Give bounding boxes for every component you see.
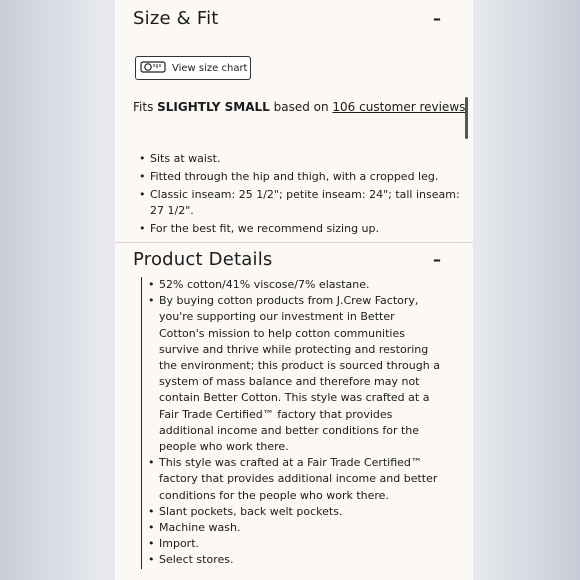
- fit-summary: [133, 100, 465, 114]
- product-details-body: [141, 277, 441, 569]
- product-details-list: [144, 277, 441, 569]
- list-item: • Import.: [144, 536, 441, 552]
- customer-reviews-link[interactable]: 106 customer reviews: [332, 100, 466, 114]
- section-divider: [115, 242, 473, 243]
- size-fit-header[interactable]: [133, 8, 455, 29]
- fit-rating: SLIGHTLY SMALL: [157, 100, 270, 114]
- list-item: • By buying cotton products from J.Crew Factory, you're supporting our investment in Better Cotton's mission to help cotton communities survive and thrive while protecting and restoring the environment; this product is sourced through a system of mass balance and therefore may not contain Better Cotton. This style was crafted at a Fair Trade Certified™ factory that provides additional income and better conditions for the people who work there.: [144, 293, 441, 455]
- scrollbar[interactable]: [465, 97, 468, 139]
- collapse-icon[interactable]: –: [433, 250, 441, 269]
- product-details-title: Product Details: [133, 249, 273, 270]
- list-item: • Fitted through the hip and thigh, with a cropped leg.: [135, 169, 460, 185]
- size-fit-list: [135, 151, 460, 239]
- list-item: • Machine wash.: [144, 520, 441, 536]
- fits-prefix: Fits: [133, 100, 158, 114]
- list-item: • Classic inseam: 25 1/2"; petite inseam: 24"; tall inseam: 27 1/2".: [135, 187, 460, 219]
- list-item: • 52% cotton/41% viscose/7% elastane.: [144, 277, 441, 293]
- fits-mid: based on: [269, 100, 333, 114]
- list-item: • For the best fit, we recommend sizing up.: [135, 221, 460, 237]
- list-item: • This style was crafted at a Fair Trade Certified™ factory that provides additional income and better conditions for the people who work there.: [144, 455, 441, 504]
- size-fit-title: Size & Fit: [133, 8, 219, 29]
- list-item: • Sits at waist.: [135, 151, 460, 167]
- product-details-header[interactable]: [133, 249, 455, 270]
- view-size-chart-button[interactable]: [135, 56, 251, 80]
- list-item: • Slant pockets, back welt pockets.: [144, 504, 441, 520]
- list-item: • Select stores.: [144, 552, 441, 568]
- tape-measure-icon: [140, 60, 166, 77]
- collapse-icon[interactable]: –: [433, 9, 441, 28]
- size-chart-label: View size chart: [172, 62, 248, 74]
- product-info-panel: [115, 0, 473, 580]
